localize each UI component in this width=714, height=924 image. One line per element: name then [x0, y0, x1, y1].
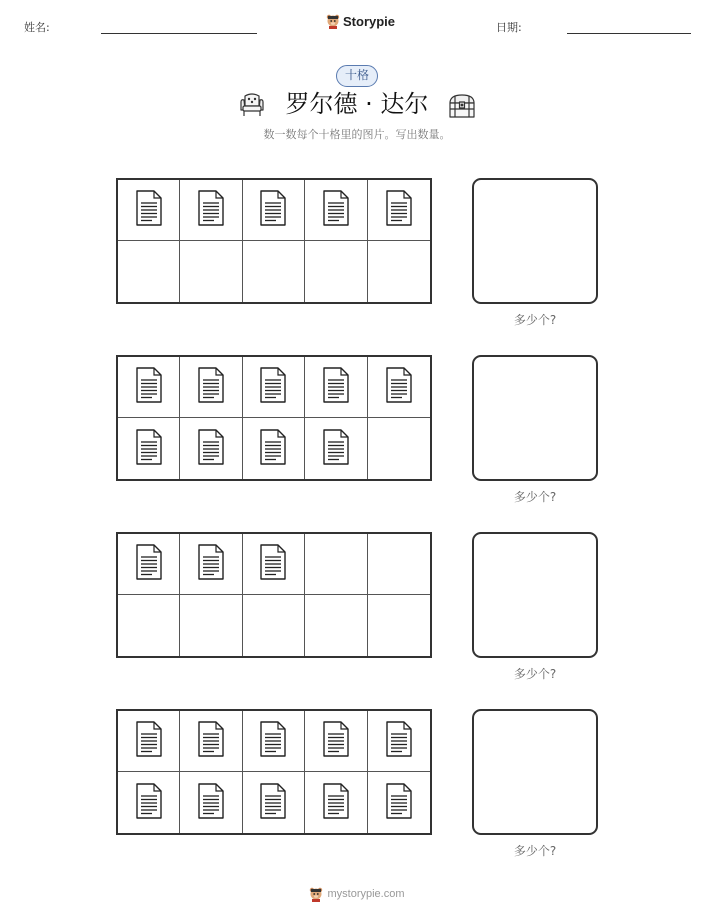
ten-frame-cell — [243, 241, 305, 302]
ten-frame-cell — [305, 357, 367, 418]
page-title: 罗尔德 · 达尔 — [285, 90, 429, 118]
document-icon — [384, 366, 414, 408]
ten-frame-cell — [180, 418, 242, 479]
ten-frame-cell — [118, 595, 180, 656]
ten-frame-1 — [116, 178, 432, 304]
ten-frame-cell — [368, 772, 430, 833]
ten-frame-cell — [180, 357, 242, 418]
ten-frame-cell — [305, 595, 367, 656]
ten-frame-cell — [305, 418, 367, 479]
ten-frame-cell — [243, 357, 305, 418]
date-line[interactable] — [567, 33, 691, 34]
document-icon — [196, 782, 226, 824]
ten-frame-cell — [118, 357, 180, 418]
ten-frame-cell — [305, 772, 367, 833]
ten-frame-cell — [118, 180, 180, 241]
document-icon — [258, 428, 288, 470]
storypie-bear-footer-icon — [309, 886, 323, 902]
ten-frame-cell — [118, 418, 180, 479]
ten-frame-cell — [243, 711, 305, 772]
document-icon — [258, 366, 288, 408]
ten-frame-2 — [116, 355, 432, 481]
document-icon — [196, 366, 226, 408]
worksheet-type-badge: 十格 — [336, 65, 378, 87]
document-icon — [196, 189, 226, 231]
answer-prompt: 多少个? — [513, 844, 557, 858]
document-icon — [258, 189, 288, 231]
ten-frame-cell — [180, 534, 242, 595]
answer-box-1[interactable] — [472, 178, 598, 304]
instructions: 数一数每个十格里的图片。写出数量。 — [263, 128, 451, 141]
storypie-bear-logo-icon — [326, 13, 340, 29]
ten-frame-cell — [180, 711, 242, 772]
ten-frame-cell — [305, 241, 367, 302]
ten-frame-cell — [368, 534, 430, 595]
ten-frame-cell — [180, 772, 242, 833]
ten-frame-cell — [368, 418, 430, 479]
ten-frame-cell — [305, 180, 367, 241]
answer-prompt: 多少个? — [513, 667, 557, 681]
document-icon — [134, 720, 164, 762]
document-icon — [258, 782, 288, 824]
footer — [0, 886, 714, 902]
ten-frame-cell — [180, 180, 242, 241]
answer-box-2[interactable] — [472, 355, 598, 481]
document-icon — [321, 366, 351, 408]
document-icon — [258, 543, 288, 585]
document-icon — [134, 366, 164, 408]
document-icon — [384, 782, 414, 824]
name-label: 姓名: — [24, 21, 50, 34]
ten-frame-cell — [368, 241, 430, 302]
date-label: 日期: — [496, 21, 522, 34]
answer-box-4[interactable] — [472, 709, 598, 835]
answer-box-3[interactable] — [472, 532, 598, 658]
document-icon — [196, 543, 226, 585]
ten-frame-cell — [118, 241, 180, 302]
ten-frame-cell — [368, 595, 430, 656]
document-icon — [196, 428, 226, 470]
ten-frame-cell — [243, 180, 305, 241]
ten-frame-cell — [118, 534, 180, 595]
ten-frame-cell — [368, 357, 430, 418]
ten-frame-3 — [116, 532, 432, 658]
ten-frame-cell — [243, 595, 305, 656]
ten-frame-cell — [243, 772, 305, 833]
ten-frame-4 — [116, 709, 432, 835]
document-icon — [134, 428, 164, 470]
ten-frame-cell — [243, 418, 305, 479]
treasure-chest-icon — [446, 91, 478, 121]
ten-frame-cell — [118, 772, 180, 833]
document-icon — [321, 782, 351, 824]
document-icon — [196, 720, 226, 762]
ten-frame-cell — [243, 534, 305, 595]
ten-frame-cell — [368, 711, 430, 772]
brand-logo — [326, 13, 395, 29]
document-icon — [134, 543, 164, 585]
ten-frame-cell — [305, 534, 367, 595]
name-line[interactable] — [101, 33, 257, 34]
ten-frame-cell — [118, 711, 180, 772]
footer-url: mystorypie.com — [327, 888, 405, 900]
answer-prompt: 多少个? — [513, 490, 557, 504]
document-icon — [321, 428, 351, 470]
document-icon — [384, 720, 414, 762]
brand-name: Storypie — [343, 13, 396, 29]
ten-frame-cell — [180, 595, 242, 656]
document-icon — [321, 720, 351, 762]
document-icon — [134, 189, 164, 231]
ten-frame-cell — [368, 180, 430, 241]
answer-prompt: 多少个? — [513, 313, 557, 327]
document-icon — [258, 720, 288, 762]
document-icon — [384, 189, 414, 231]
document-icon — [321, 189, 351, 231]
ten-frame-cell — [305, 711, 367, 772]
ten-frame-cell — [180, 241, 242, 302]
document-icon — [134, 782, 164, 824]
